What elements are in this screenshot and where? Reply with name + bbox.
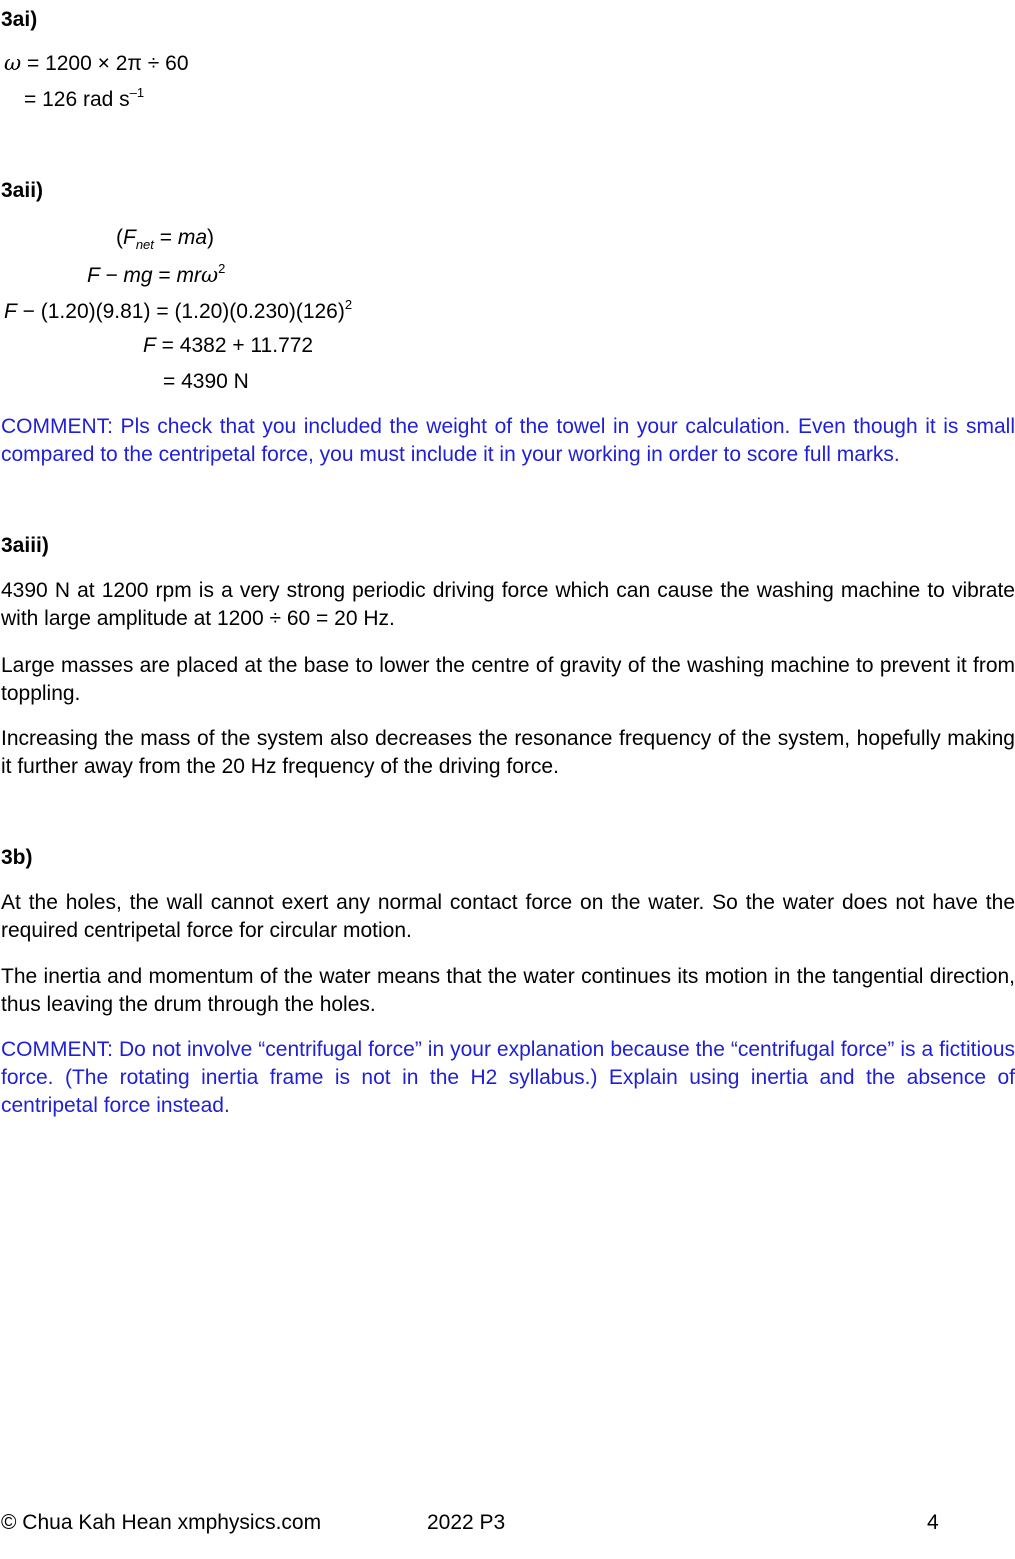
rhs-term: (1.20)(0.230)(126)	[174, 300, 345, 323]
paragraph-driving-force	[1, 577, 1015, 633]
unit-exponent: –1	[129, 85, 145, 100]
force-result: 4390 N	[181, 370, 249, 393]
paragraph-inertia: The inertia and momentum of the water means that the water continues its motion in the tangential direction, thus leaving the drum through the holes.	[1, 965, 1015, 1016]
omega-result-line	[24, 85, 145, 112]
net-subscript: net	[135, 237, 154, 252]
rhs-term: mr	[176, 264, 202, 287]
period: .	[389, 607, 395, 630]
comment-3aii: COMMENT: Pls check that you included the weight of the towel in your calculation. Even though it is small compared to the centripetal force, you must include it in your working in order to score full marks.	[1, 415, 1015, 466]
paragraph-large-masses: Large masses are placed at the base to lower the centre of gravity of the washing machine to prevent it from toppling.	[1, 654, 1015, 705]
value: 60	[165, 52, 189, 75]
paragraph-resonance: Increasing the mass of the system also decreases the resonance frequency of the system, hopefully making it further away from the 20 Hz frequency of the driving force.	[1, 727, 1015, 778]
rhs-term: 4382 + 11.772	[179, 334, 314, 357]
omega-symbol: ω	[4, 51, 22, 75]
equals-sign: =	[26, 52, 40, 75]
comment-3b: COMMENT: Do not involve “centrifugal force” in your explanation because the “centrifugal force” is a fictitious force. (The rotating inertia frame is not in the H2 syllabus.) Explain using inertia and the absence of centripetal force instead.	[1, 1038, 1015, 1117]
paragraph-text: 4390 N at 1200 rpm is a very strong periodic driving force which can cause the washing machine to vibrate with large amplitude at	[1, 579, 1015, 630]
value: 1200	[45, 52, 92, 75]
heading-3ai: 3ai)	[1, 8, 38, 31]
equals-sign: =	[24, 88, 37, 111]
heading-3aiii: 3aiii)	[1, 534, 49, 557]
footer-paper: 2022 P3	[427, 1511, 506, 1534]
substitution-line	[4, 297, 353, 324]
heading-3b: 3b)	[1, 846, 33, 869]
value: 2π	[115, 52, 142, 75]
footer-page-number: 4	[927, 1511, 939, 1534]
footer-copyright: © Chua Kah Hean xmphysics.com	[1, 1511, 322, 1534]
times-sign: ×	[97, 52, 110, 75]
force-balance-line	[87, 263, 225, 288]
force-symbol: F	[123, 226, 136, 249]
ma-term: ma	[177, 226, 208, 249]
omega-equation-line	[4, 51, 189, 76]
divide-sign: ÷	[147, 52, 160, 75]
heading-3aii: 3aii)	[1, 179, 44, 202]
newton-second-law-line	[116, 226, 214, 252]
exponent: 2	[344, 297, 353, 312]
paragraph-holes: At the holes, the wall cannot exert any normal contact force on the water. So the water does not have the required centripetal force for circular motion.	[1, 891, 1015, 942]
bracket: )	[207, 226, 215, 249]
force-result-line	[163, 370, 249, 394]
equals-sign: =	[163, 370, 176, 393]
equals-sign: =	[161, 334, 174, 357]
lhs-term: F − mg	[87, 264, 153, 287]
lhs-term: − (1.20)(9.81)	[16, 300, 151, 323]
exponent: 2	[218, 261, 226, 276]
omega-result: 126 rad s	[42, 88, 130, 111]
frequency-calculation: 1200 ÷ 60 = 20 Hz	[216, 607, 390, 630]
force-symbol: F	[4, 300, 17, 323]
omega-symbol: ω	[201, 263, 219, 287]
force-sum-line	[143, 334, 313, 358]
equals-sign: =	[156, 300, 169, 323]
bracket: (	[116, 226, 123, 249]
equals-sign: =	[158, 264, 171, 287]
force-symbol: F	[143, 334, 156, 357]
equals-sign: =	[159, 226, 173, 249]
